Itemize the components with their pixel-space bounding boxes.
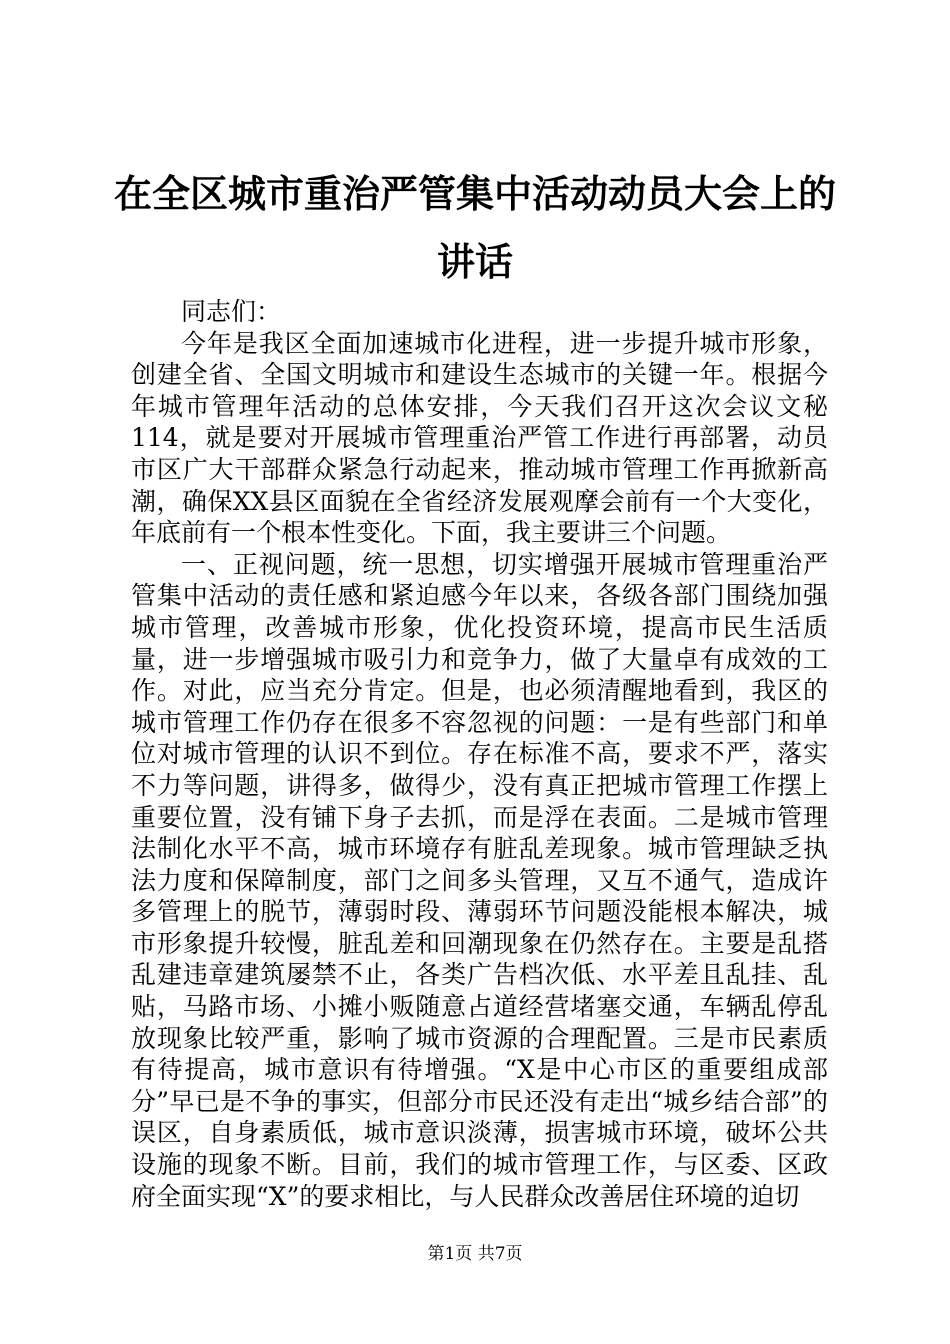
document-title: 在全区城市重治严管集中活动动员大会上的讲话 [113,171,836,284]
salutation: 同志们： [181,297,282,326]
page-footer: 第1页 共7页 [427,1244,523,1264]
document-body [131,296,828,1212]
paragraph: 今年是我区全面加速城市化进程，进一步提升城市形象，创建全省、全国文明城市和建设生态城市的关键一年。根据今年城市管理年活动的总体安排，今天我们召开这次会议文秘114，就是要对开展城市管理重治严管工作进行再部署，动员市区广大干部群众紧急行动起来，推动城市管理工作再掀新高潮，确保XX县区面貌在全省经济发展观摩会前有一个大变化，年底前有一个根本性变化。下面，我主要讲三个问题。 [131,328,828,548]
paragraph: 一、正视问题，统一思想，切实增强开展城市管理重治严管集中活动的责任感和紧迫感今年以来，各级各部门围绕加强城市管理，改善城市形象，优化投资环境，提高市民生活质量，进一步增强城市吸引力和竞争力，做了大量卓有成效的工作。对此，应当充分肯定。但是，也必须清醒地看到，我区的城市管理工作仍存在很多不容忽视的问题：一是有些部门和单位对城市管理的认识不到位。存在标准不高，要求不严，落实不力等问题，讲得多，做得少，没有真正把城市管理工作摆上重要位置，没有铺下身子去抓，而是浮在表面。二是城市管理法制化水平不高，城市环境存有脏乱差现象。城市管理缺乏执法力度和保障制度，部门之间多头管理，又互不通气，造成许多管理上的脱节，薄弱时段、薄弱环节问题没能根本解决，城市形象提升较慢，脏乱差和回潮现象在仍然存在。主要是乱搭乱建违章建筑屡禁不止，各类广告档次低、水平差且乱挂、乱贴，马路市场、小摊小贩随意占道经营堵塞交通，车辆乱停乱放现象比较严重，影响了城市资源的合理配置。三是市民素质有待提高，城市意识有待增强。“X是中心市区的重要组成部分”早已是不争的事实，但部分市民还没有走出“城乡结合部”的误区，自身素质低，城市意识淡薄，损害城市环境，破坏公共设施的现象不断。目前，我们的城市管理工作，与区委、区政府全面实现“X”的要求相比，与人民群众改善居住环境的迫切 [131,549,828,1211]
